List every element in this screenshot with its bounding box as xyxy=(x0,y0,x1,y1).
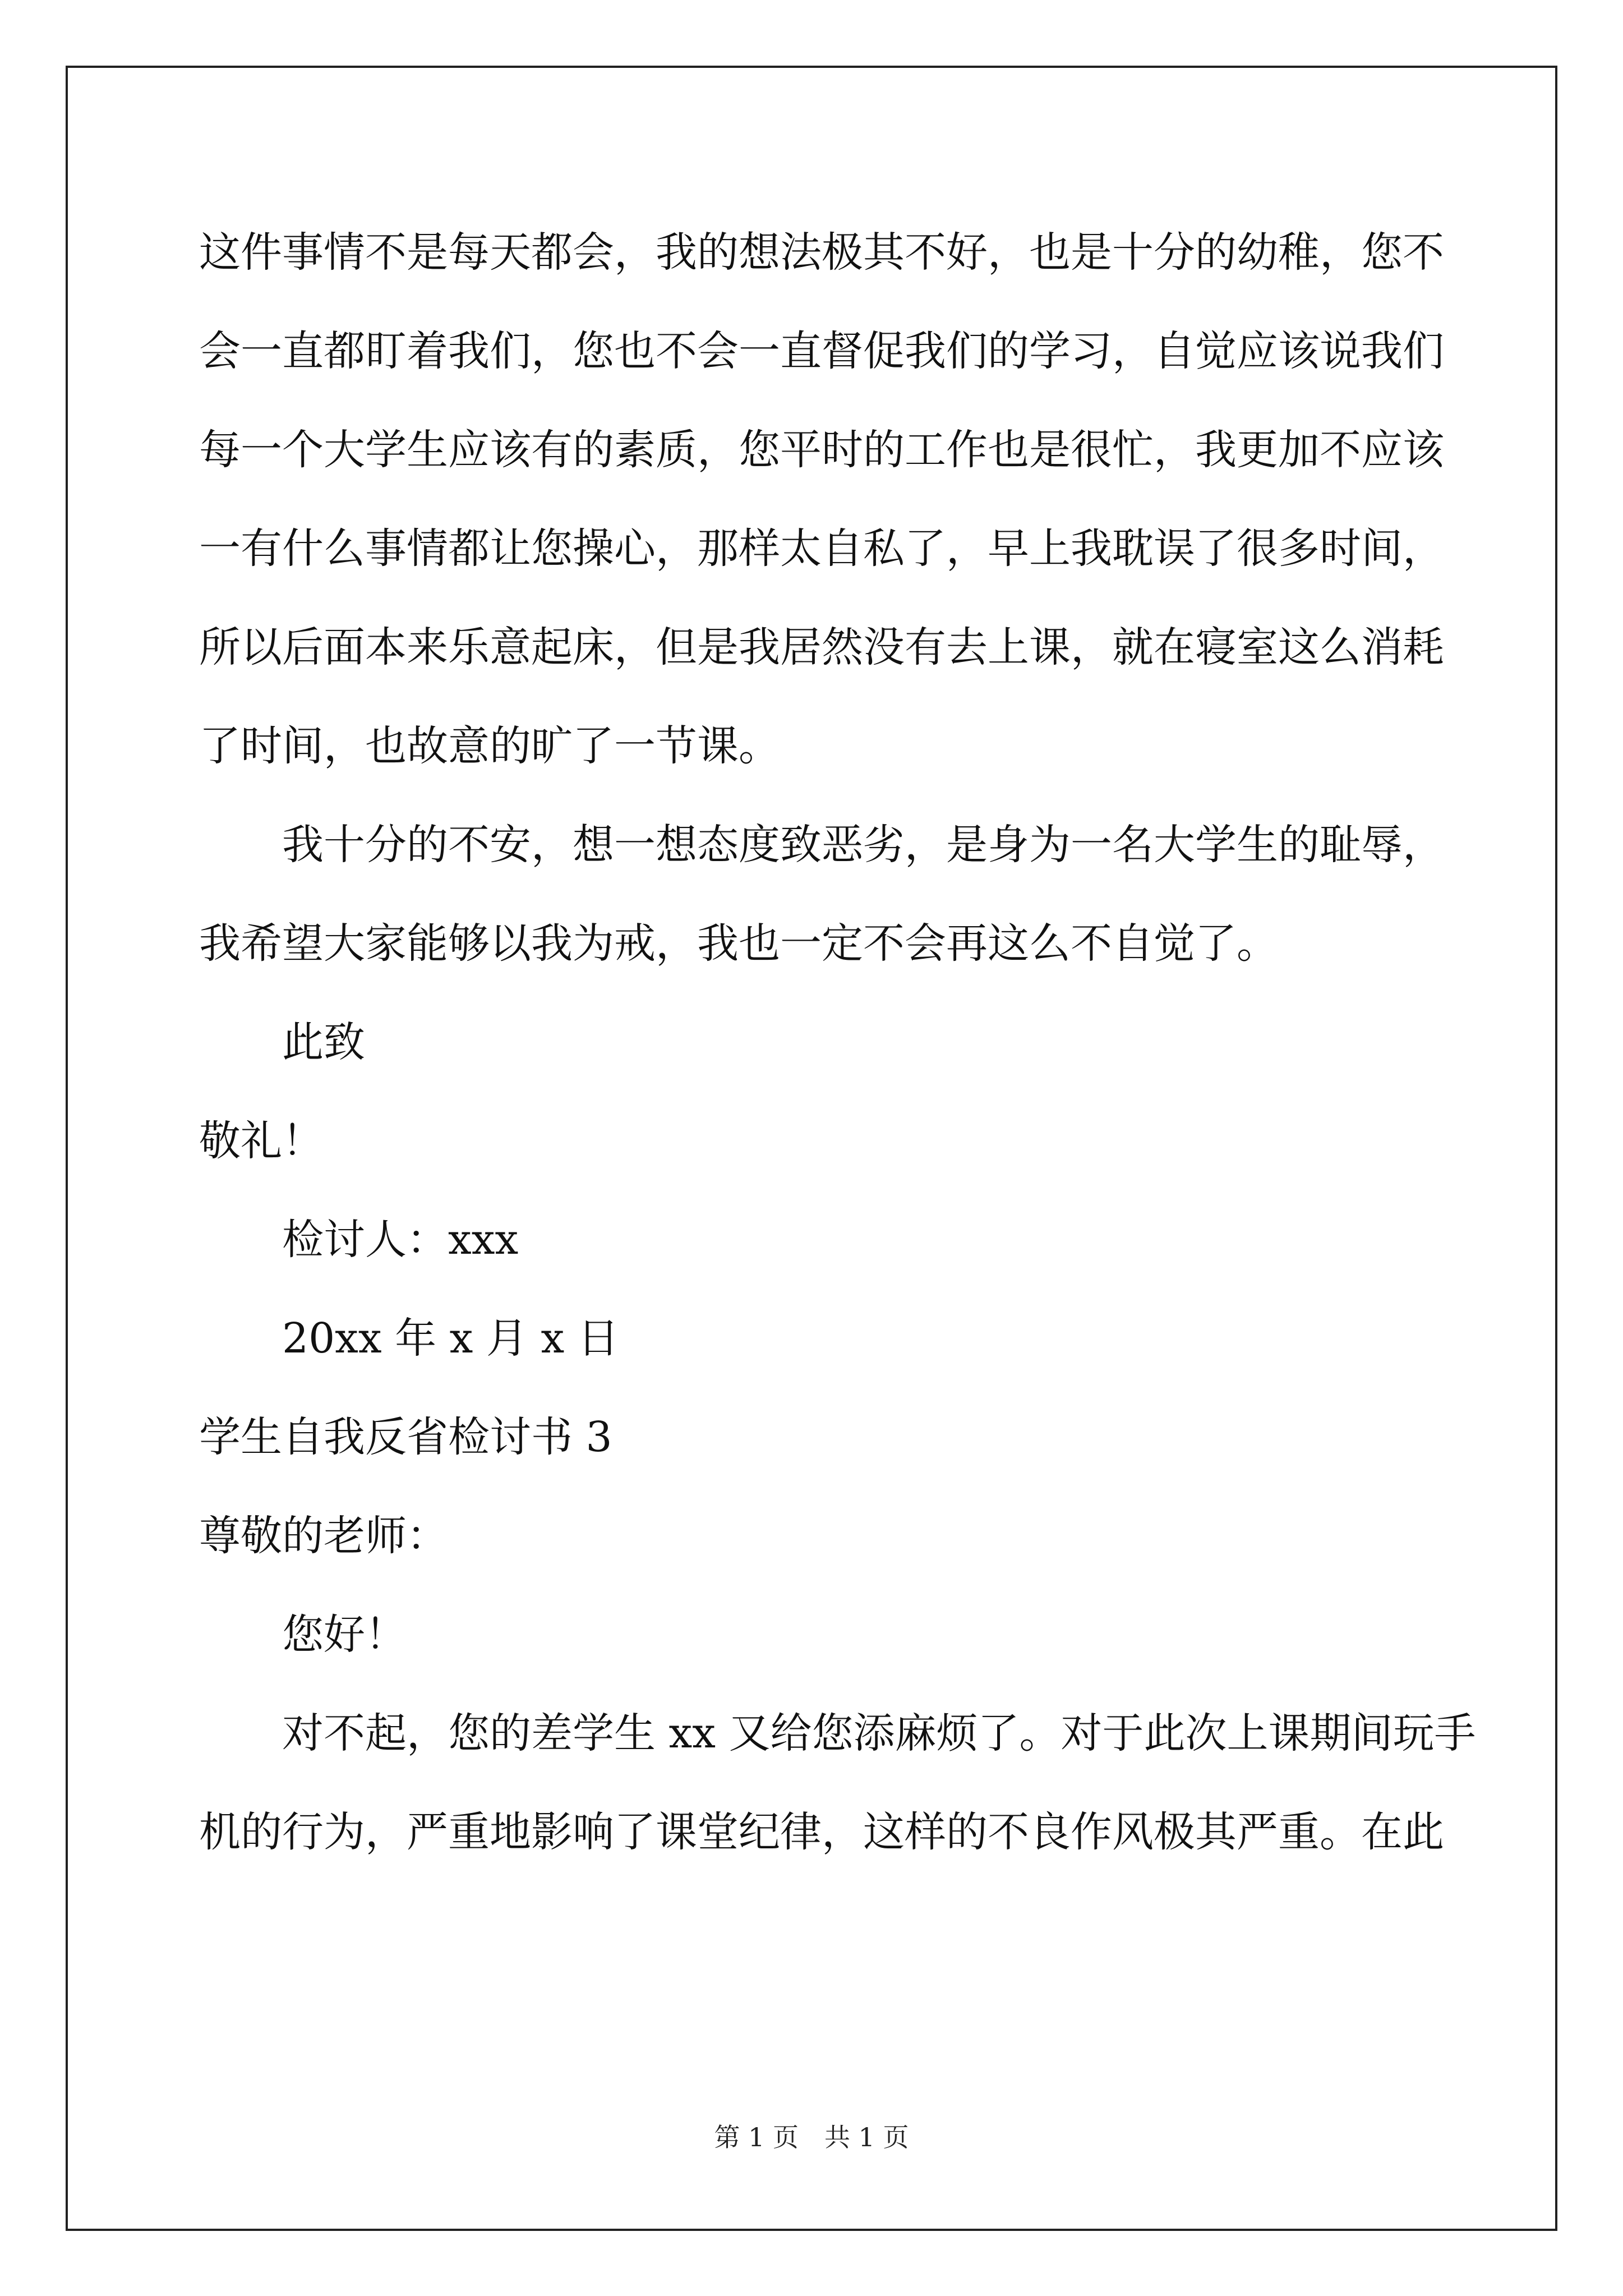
closing-salutation: 此致 xyxy=(282,1018,365,1066)
paragraph-line: 机的行为，严重地影响了课堂纪律，这样的不良作风极其严重。在此 xyxy=(199,1808,1444,1856)
paragraph-line: 了时间，也故意的旷了一节课。 xyxy=(199,722,780,770)
paragraph-line: 我希望大家能够以我为戒，我也一定不会再这么不自觉了。 xyxy=(199,919,1278,968)
paragraph-line: 会一直都盯着我们，您也不会一直督促我们的学习，自觉应该说我们 xyxy=(199,327,1444,375)
paragraph-line: 这件事情不是每天都会，我的想法极其不好，也是十分的幼稚，您不 xyxy=(199,228,1444,277)
paragraph-line: 我十分的不安，想一想态度致恶劣，是身为一名大学生的耻辱， xyxy=(282,821,1444,869)
signature-line: 检讨人：xxx xyxy=(282,1216,519,1264)
section-title: 学生自我反省检讨书 3 xyxy=(199,1413,612,1461)
paragraph-line: 一有什么事情都让您操心，那样太自私了，早上我耽误了很多时间， xyxy=(199,524,1444,573)
page-footer: 第 1 页 共 1 页 xyxy=(714,2122,909,2152)
date-line: 20xx 年 x 月 x 日 xyxy=(282,1314,619,1363)
paragraph-line: 所以后面本来乐意起床，但是我居然没有去上课，就在寝室这么消耗 xyxy=(199,623,1444,671)
paragraph-line: 每一个大学生应该有的素质，您平时的工作也是很忙，我更加不应该 xyxy=(199,426,1444,474)
paragraph-line: 对不起，您的差学生 xx 又给您添麻烦了。对于此次上课期间玩手 xyxy=(282,1709,1476,1757)
closing-regards: 敬礼！ xyxy=(199,1117,324,1165)
greeting: 您好！ xyxy=(282,1611,407,1659)
addressee: 尊敬的老师： xyxy=(199,1512,448,1560)
